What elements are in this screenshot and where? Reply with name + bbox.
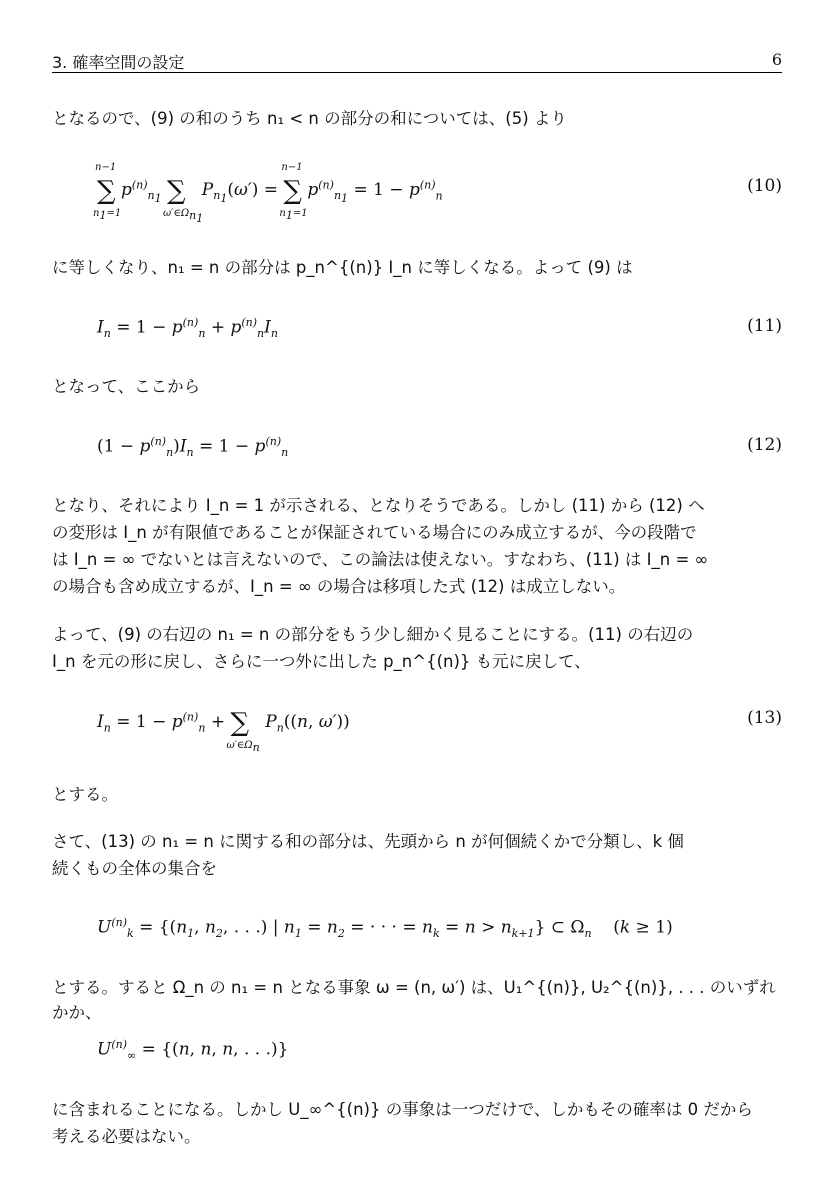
paragraph-9-line-2: 考える必要はない。 xyxy=(52,1127,201,1146)
paragraph-6: とする。 xyxy=(52,785,118,804)
equation-12-number: (12) xyxy=(747,435,782,455)
equation-13 xyxy=(97,700,782,754)
equation-13-number: (13) xyxy=(747,708,782,728)
equation-12 xyxy=(97,427,782,467)
paragraph-4-line-1: となり、それにより I_n = 1 が示される、となりそうである。しかし (11) から (12) へ xyxy=(52,496,705,515)
paragraph-8: とする。すると Ω_n の n₁ = n となる事象 ω = (n, ω′) は、U₁^{(n)}, U₂^{(n)}, . . . のいずれかか、 xyxy=(52,978,776,1022)
paragraph-7-line-2: 続くもの全体の集合を xyxy=(52,859,217,878)
paragraph-5-line-1: よって、(9) の右辺の n₁ = n の部分をもう少し細かく見ることにする。(11) の右辺の xyxy=(52,625,694,644)
paragraph-1: となるので、(9) の和のうち n₁ < n の部分の和については、(5) より xyxy=(52,109,567,128)
equation-uinf-body: $U^{(n)}_\infty = \{(n$, n, n, . . .)} xyxy=(97,1038,289,1063)
equation-13-body: $I_n = 1 - p^{(n)}_n$ + ∑ $\omega'\in\Omega_n$ $P_n((n$, ω′)) xyxy=(97,708,350,754)
equation-11-number: (11) xyxy=(747,316,782,336)
equation-uk xyxy=(97,908,782,948)
equation-12-body: $(1 - p^{(n)}_n)I_n = 1 - p^{(n)}_n$ xyxy=(97,435,289,460)
equation-10 xyxy=(93,162,782,226)
paragraph-7-line-1: さて、(13) の n₁ = n に関する和の部分は、先頭から n が何個続くかで分類し、k 個 xyxy=(52,832,684,851)
page-header xyxy=(52,50,782,73)
page-number: 6 xyxy=(771,50,782,69)
equation-11 xyxy=(97,308,782,348)
equation-11-body: $I_n = 1 - p^{(n)}_n + p^{(n)}_nI_n$ xyxy=(97,316,278,341)
paragraph-4-line-3: は I_n = ∞ でないとは言えないので、この論法は使えない。すなわち、(11) は I_n = ∞ xyxy=(52,550,709,569)
paragraph-2: に等しくなり、n₁ = n の部分は p_n^{(n)} I_n に等しくなる。よって (9) は xyxy=(52,258,633,277)
paragraph-5-line-2: I_n を元の形に戻し、さらに一つ外に出した p_n^{(n)} も元に戻して、 xyxy=(52,652,591,671)
paragraph-9-line-1: に含まれることになる。しかし U_∞^{(n)} の事象は一つだけで、しかもその確率は 0 だから xyxy=(52,1100,753,1119)
paragraph-4-line-2: の変形は I_n が有限値であることが保証されている場合にのみ成立するが、今の段階で xyxy=(52,523,697,542)
equation-uinf xyxy=(97,1030,782,1070)
paragraph-4-line-4: の場合も含め成立するが、I_n = ∞ の場合は移項した式 (12) は成立しない。 xyxy=(52,577,626,596)
equation-10-body: ∑ n−1 $n_1=1$ $p^{(n)}_{n_1}$ ∑ $\omega'\in\Omega_{n_1}$ $P_{n_1}(\omega')$ = ∑ n−1 $n_1=1$ $p^{(n)}_{n_1} = 1 - p^{(n)}_n$ xyxy=(93,162,443,226)
equation-10-number: (10) xyxy=(747,176,782,196)
section-title: 3. 確率空間の設定 xyxy=(52,53,185,72)
paragraph-3: となって、ここから xyxy=(52,377,201,396)
equation-uk-body: $U^{(n)}_k = \{(n_1$, $n_2$, . . .) | $n_1 = n_2$ = · · · = $n_k = n > n_{k+1}$} ⊂ $\Omega_n$ (k ≥ 1) xyxy=(97,916,673,941)
